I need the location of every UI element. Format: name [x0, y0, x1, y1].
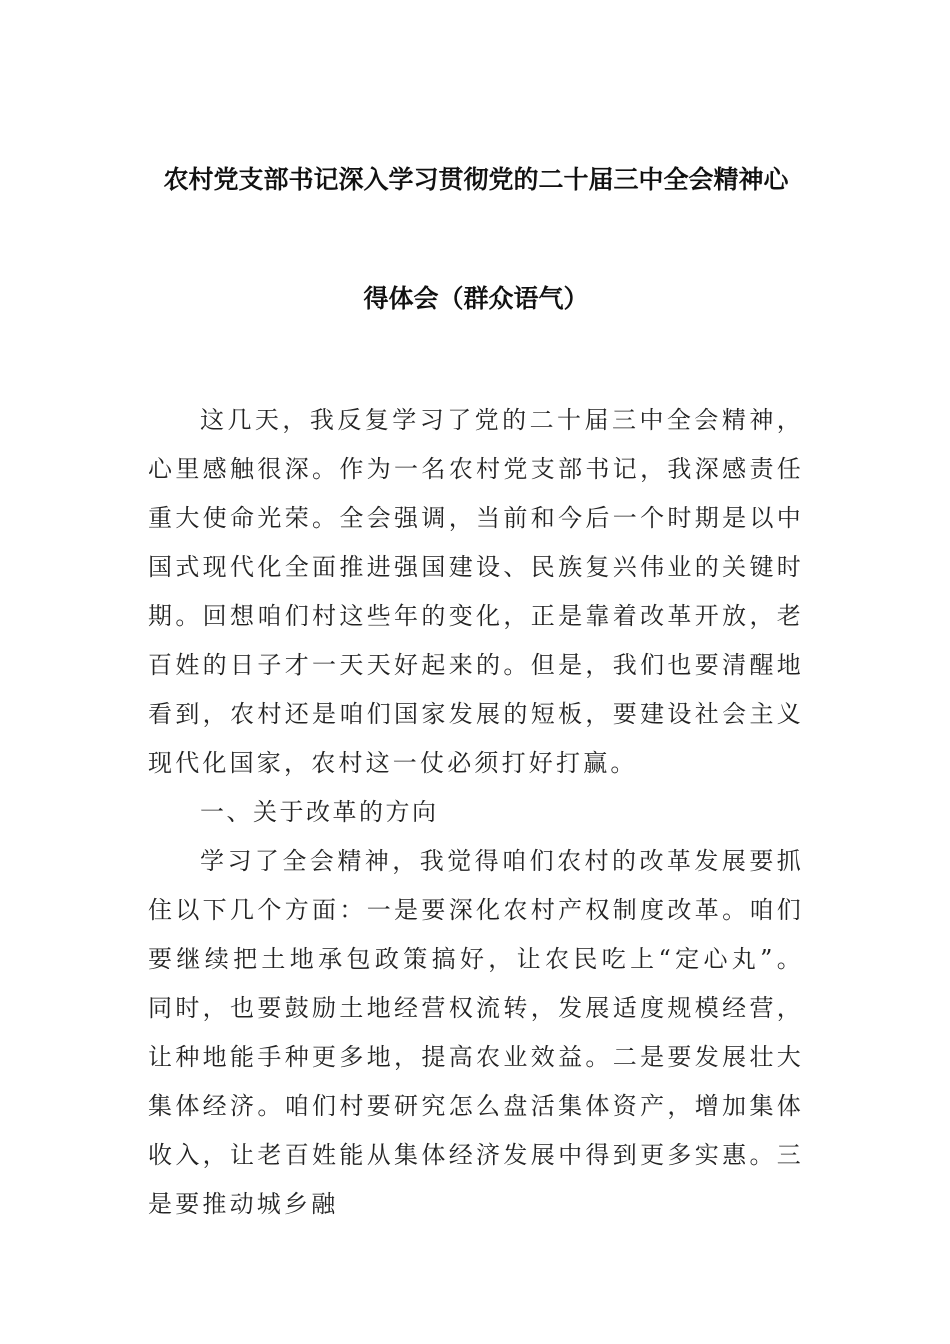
document-title-line-2: 得体会（群众语气） [363, 284, 589, 313]
document-title-line-1: 农村党支部书记深入学习贯彻党的二十届三中全会精神心 [163, 165, 789, 194]
paragraph-intro: 这几天，我反复学习了党的二十届三中全会精神，心里感触很深。作为一名农村党支部书记，我深感责任重大使命光荣。全会强调，当前和今后一个时期是以中国式现代化全面推进强国建设、民族复兴伟业的关键时期。回想咱们村这些年的变化，正是靠着改革开放，老百姓的日子才一天天好起来的。但是，我们也要清醒地看到，农村还是咱们国家发展的短板，要建设社会主义现代化国家，农村这一仗必须打好打赢。 [148, 406, 804, 777]
document-body [148, 396, 804, 1229]
paragraph-reform-aspects: 学习了全会精神，我觉得咱们农村的改革发展要抓住以下几个方面：一是要深化农村产权制度改革。咱们要继续把土地承包政策搞好，让农民吃上“定心丸”。同时，也要鼓励土地经营权流转，发展适度规模经营，让种地能手种更多地，提高农业效益。二是要发展壮大集体经济。咱们村要研究怎么盘活集体资产，增加集体收入，让老百姓能从集体经济发展中得到更多实惠。三是要推动城乡融 [148, 847, 804, 1218]
section-heading-reform-direction: 一、关于改革的方向 [200, 798, 439, 826]
